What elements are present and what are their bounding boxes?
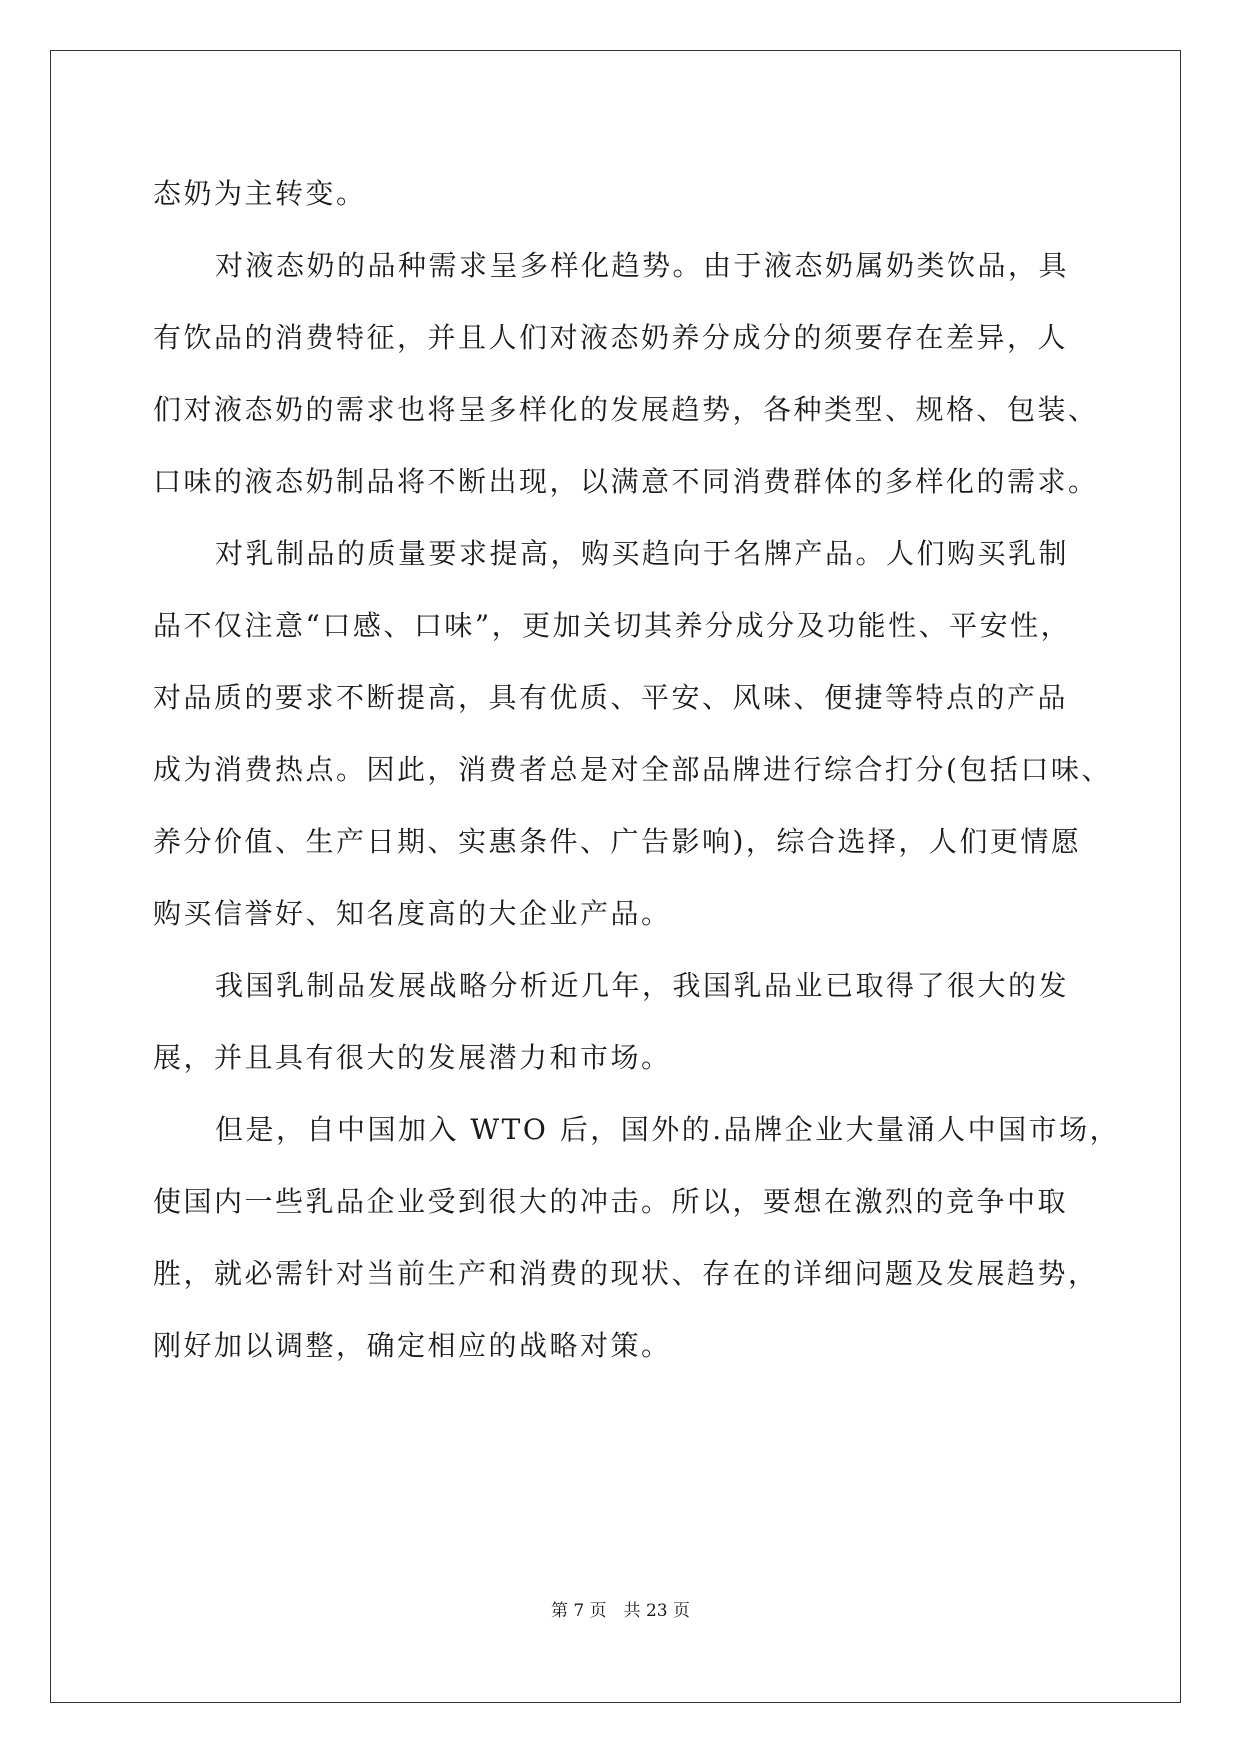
- text-line: 养分价值、生产日期、实惠条件、广告影响)，综合选择，人们更情愿: [153, 825, 1082, 858]
- text-line: 但是，自中国加入 WTO 后，国外的.品牌企业大量涌人中国市场，: [215, 1113, 1121, 1146]
- text-line: 对乳制品的质量要求提高，购买趋向于名牌产品。人们购买乳制: [215, 537, 1070, 570]
- page-number-footer: 第 7 页 共 23 页: [550, 1601, 691, 1621]
- text-line: 对液态奶的品种需求呈多样化趋势。由于液态奶属奶类饮品，具: [215, 249, 1070, 282]
- text-line: 对品质的要求不断提高，具有优质、平安、风味、便捷等特点的产品: [153, 681, 1069, 714]
- text-line: 品不仅注意“口感、口味”，更加关切其养分成分及功能性、平安性，: [153, 609, 1072, 642]
- text-line: 购买信誉好、知名度高的大企业产品。: [153, 897, 672, 930]
- text-line: 有饮品的消费特征，并且人们对液态奶养分成分的须要存在差异，人: [153, 321, 1069, 354]
- text-line: 口味的液态奶制品将不断出现，以满意不同消费群体的多样化的需求。: [153, 465, 1099, 498]
- text-line: 我国乳制品发展战略分析近几年，我国乳品业已取得了很大的发: [215, 969, 1070, 1002]
- text-line: 使国内一些乳品企业受到很大的冲击。所以，要想在激烈的竞争中取: [153, 1185, 1069, 1218]
- text-line: 态奶为主转变。: [153, 177, 367, 210]
- text-line: 成为消费热点。因此，消费者总是对全部品牌进行综合打分(包括口味、: [153, 753, 1112, 786]
- text-line: 刚好加以调整，确定相应的战略对策。: [153, 1329, 672, 1362]
- text-line: 胜，就必需针对当前生产和消费的现状、存在的详细问题及发展趋势，: [153, 1257, 1099, 1290]
- text-line: 们对液态奶的需求也将呈多样化的发展趋势，各种类型、规格、包装、: [153, 393, 1099, 426]
- document-body: [153, 158, 1121, 1382]
- text-line: 展，并且具有很大的发展潜力和市场。: [153, 1041, 672, 1074]
